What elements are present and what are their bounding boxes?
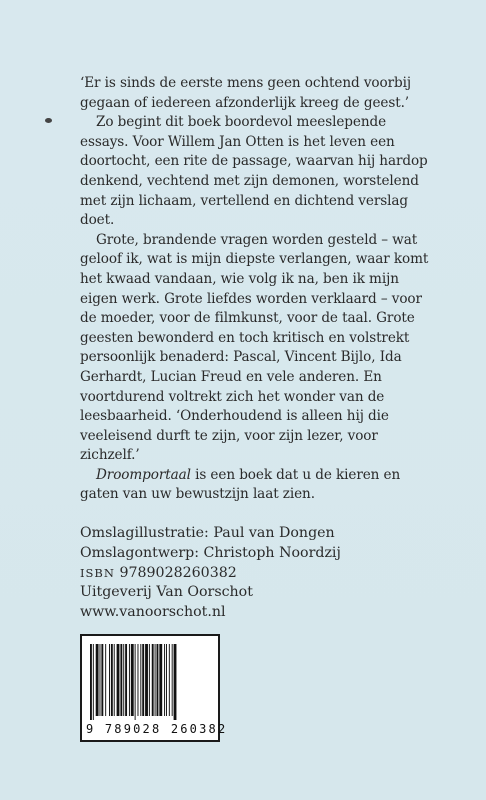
barcode-bar xyxy=(111,644,113,716)
barcode-bar xyxy=(105,644,106,716)
barcode-bars xyxy=(88,644,214,720)
barcode-bar xyxy=(145,644,148,716)
barcode-bar xyxy=(166,644,167,716)
barcode xyxy=(80,634,228,742)
publisher: Uitgeverij Van Oorschot xyxy=(80,584,253,601)
barcode-bar xyxy=(138,644,139,716)
barcode-bar xyxy=(131,644,134,716)
blurb xyxy=(80,74,430,505)
barcode-bar xyxy=(114,644,115,716)
barcode-bar xyxy=(169,644,170,716)
barcode-bar xyxy=(140,644,141,716)
paragraph-3-text: is een boek dat u de kieren en gaten van uw bewustzijn laat zien. xyxy=(80,466,401,503)
barcode-digits: 9 789028 260382 xyxy=(86,722,228,736)
website: www.vanoorschot.nl xyxy=(80,604,226,621)
barcode-bar xyxy=(120,644,122,716)
barcode-bar xyxy=(125,644,127,716)
barcode-bar xyxy=(157,644,159,716)
book-title: Droomportaal xyxy=(96,466,191,483)
isbn-label: ISBN xyxy=(80,565,115,580)
paragraph-1: Zo begint dit boek boordevol meeslepende essays. Voor Willem Jan Otten is het leven een doortocht, een rite de passage, waarvan hij hardop denkend, vechtend met zijn demonen, worstelend met zijn lichaam, vertellend en dichtend verslag doet. xyxy=(80,114,428,229)
barcode-bar xyxy=(109,644,110,716)
barcode-bar xyxy=(155,644,156,716)
barcode-bar xyxy=(129,644,130,716)
ink-mark xyxy=(45,118,52,123)
barcode-bar xyxy=(101,644,103,716)
barcode-bar xyxy=(142,644,144,716)
illustration-credit: Omslagillustratie: Paul van Dongen xyxy=(80,525,335,541)
barcode-bar xyxy=(164,644,165,716)
barcode-bar xyxy=(152,644,154,716)
barcode-bar xyxy=(93,644,94,720)
barcode-bar xyxy=(174,644,177,720)
paragraph-3 xyxy=(80,466,430,505)
barcode-bar xyxy=(172,644,173,716)
barcode-bar xyxy=(96,644,99,716)
isbn-value: 9789028260382 xyxy=(114,564,237,581)
colophon xyxy=(80,524,410,623)
barcode-bar xyxy=(149,644,150,716)
design-credit: Omslagontwerp: Christoph Noordzij xyxy=(80,544,341,561)
barcode-bar xyxy=(123,644,124,716)
barcode-bar xyxy=(159,644,162,716)
barcode-bar xyxy=(117,644,120,716)
barcode-bar xyxy=(100,644,101,716)
isbn-line xyxy=(80,564,410,584)
paragraph-2: Grote, brandende vragen worden gesteld – wat geloof ik, wat is mijn diepste verlangen, waar komt het kwaad vandaan, wie volg ik na, ben ik mijn eigen werk. Grote liefdes worden verklaard – voor de moeder, voor de filmkunst, voor de taal. Grote geesten bewonderd en toch kritisch en volstrekt persoonlijk benaderd: Pascal, Vincent Bijlo, Ida Gerhardt, Lucian Freud en vele anderen. En voortdurend voltrekt zich het wonder van de leesbaarheid. ‘Onderhoudend is alleen hij die veeleisend durft te zijn, voor zijn lezer, voor zichzelf.’ xyxy=(80,231,429,464)
opening-quote: ‘Er is sinds de eerste mens geen ochtend voorbij gegaan of iedereen afzonderlijk kreeg de geest.’ xyxy=(80,75,411,111)
barcode-bar xyxy=(90,644,92,720)
barcode-bar xyxy=(135,644,136,720)
